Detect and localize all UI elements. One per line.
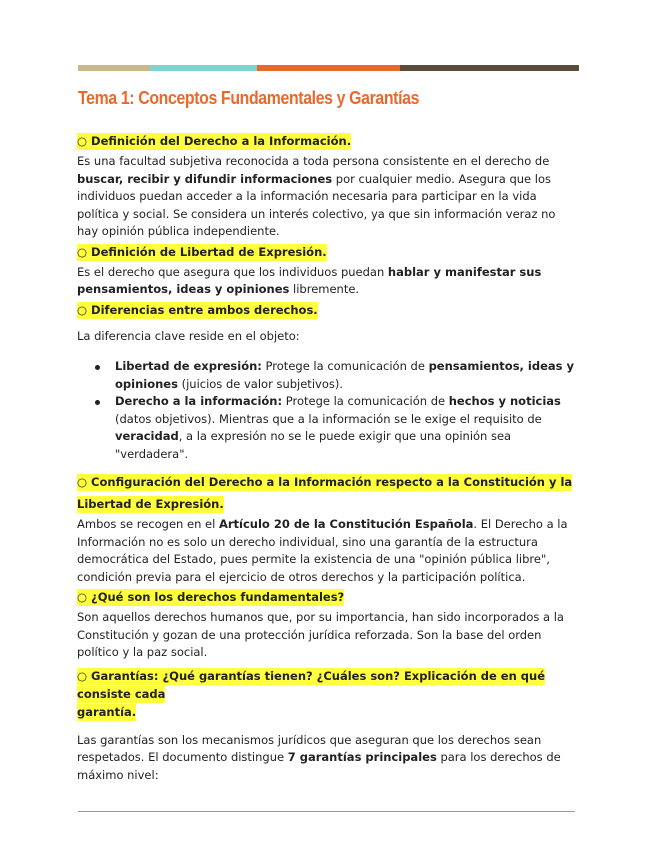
bold-run: Artículo 20 de la Constitución Española: [218, 517, 474, 531]
stripe-segment-orange: [257, 65, 400, 71]
text-run: Es una facultad subjetiva reconocida a toda persona consistente en el derecho de: [77, 154, 550, 168]
bullet-dot-icon: [95, 365, 100, 370]
section-heading-derechos-fundamentales: [77, 586, 580, 608]
text-run: Protege la comunicación de: [282, 394, 449, 408]
text-run: , a la expresión no se le puede exigir que una opinión sea "verdadera".: [115, 429, 512, 461]
paragraph-diferencias-intro: La diferencia clave reside en el objeto:: [77, 328, 300, 343]
section-heading-configuracion: [77, 471, 580, 515]
heading-text: ○ Definición del Derecho a la Información.: [77, 134, 352, 148]
text-run: Protege la comunicación de: [261, 359, 429, 373]
heading-text: ○ Definición de Libertad de Expresión.: [77, 244, 327, 259]
section-heading-libertad-expresion: [77, 241, 580, 263]
section-heading-garantias: [77, 667, 580, 721]
heading-text: ○ Garantías: ¿Qué garantías tienen? ¿Cuáles son? Explicación de en qué consiste cada: [77, 668, 546, 701]
bold-run: pensamientos, ideas y opiniones: [115, 359, 574, 391]
header-color-stripe: [78, 65, 579, 71]
page-title: Tema 1: Conceptos Fundamentales y Garantías: [78, 88, 420, 108]
section-heading-derecho-informacion: [77, 130, 580, 152]
stripe-segment-tan: [78, 65, 150, 71]
text-run: Las garantías son los mecanismos jurídicos que aseguran que los derechos sean respetados. El documento distingue: [77, 732, 542, 764]
text-run: Es el derecho que asegura que los individuos puedan: [77, 264, 388, 279]
bold-run: Derecho a la información:: [115, 394, 283, 408]
text-run: Ambos se recogen en el: [77, 517, 219, 531]
text-run: libremente.: [289, 282, 360, 296]
text-run: (datos objetivos). Mientras que a la información se le exige el requisito de: [115, 411, 542, 426]
bold-run: Libertad de expresión:: [115, 359, 262, 373]
text-run: (juicios de valor subjetivos).: [177, 376, 343, 391]
text-run: . El Derecho a la Información no es solo un derecho individual, sino una garantía de la estructura democrática del Estado, pues permite la existencia de una "opinión pública libre", condición previa para el ejercicio de otros derechos y la participación política.: [77, 517, 568, 584]
bold-run: buscar, recibir y difundir informaciones: [77, 171, 333, 186]
bold-run: veracidad: [115, 429, 179, 443]
bold-run: hablar y manifestar sus pensamientos, ideas y opiniones: [77, 264, 542, 296]
footer-divider: [78, 811, 575, 812]
paragraph-libertad-expresion: [77, 264, 580, 299]
bold-run: 7 garantías principales: [287, 750, 437, 764]
stripe-segment-teal: [150, 65, 257, 71]
paragraph-garantias: [77, 732, 580, 785]
section-heading-diferencias: [77, 299, 580, 321]
heading-text: ○ ¿Qué son los derechos fundamentales?: [77, 590, 345, 604]
paragraph-derechos-fundamentales: Son aquellos derechos humanos que, por su importancia, han sido incorporados a la Constitución y gozan de una protección jurídica reforzada. Son la base del orden político y la paz social.: [77, 610, 564, 659]
heading-text: ○ Configuración del Derecho a la Información respecto a la Constitución y la: [77, 475, 573, 489]
document-body: [77, 130, 580, 784]
paragraph-configuracion: [77, 516, 580, 586]
text-run: para los derechos de máximo nivel:: [77, 750, 561, 782]
heading-text: ○ Diferencias entre ambos derechos.: [77, 302, 318, 317]
bold-run: hechos y noticias: [448, 394, 561, 408]
list-item: [77, 393, 580, 463]
text-run: por cualquier medio. Asegura que los individuos puedan acceder a la información necesaria para participar en la vida política y social. Se considera un interés colectivo, ya que sin información veraz no hay opinión pública independiente.: [77, 171, 556, 238]
heading-text: garantía.: [77, 704, 137, 719]
stripe-segment-brown: [400, 65, 579, 71]
bullet-dot-icon: [95, 400, 100, 405]
differences-list: [77, 358, 580, 463]
list-item: [77, 358, 580, 393]
heading-text: Libertad de Expresión.: [77, 497, 224, 511]
paragraph-derecho-informacion: [77, 153, 580, 241]
